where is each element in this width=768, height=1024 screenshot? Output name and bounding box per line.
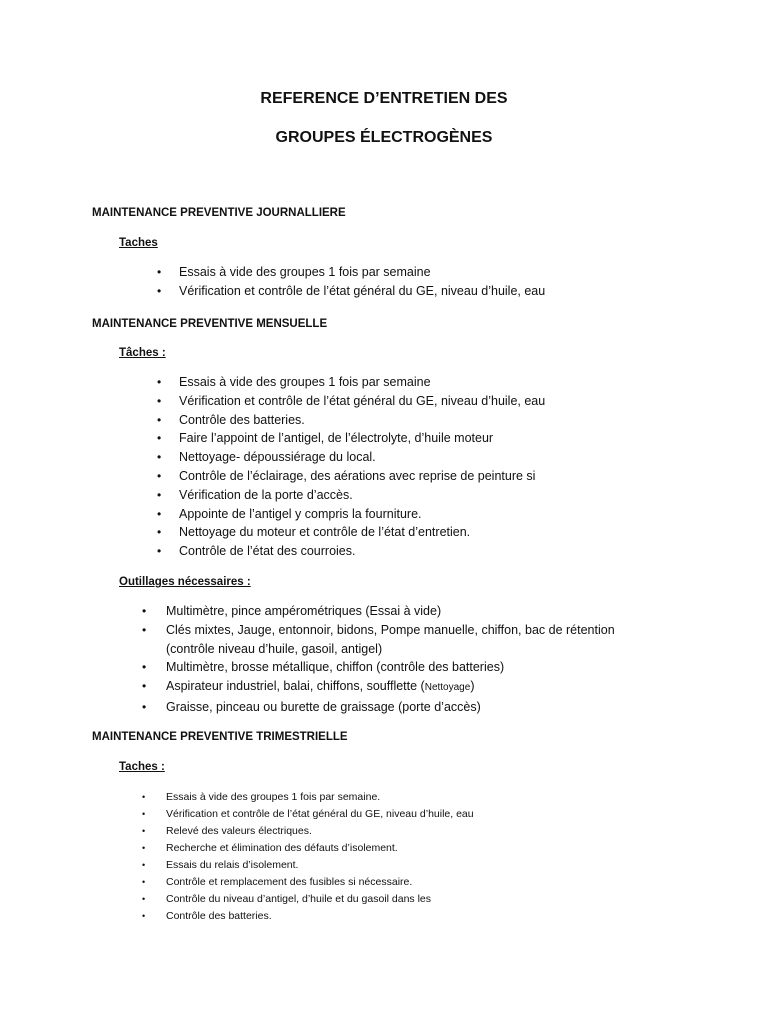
list-journaliere	[157, 263, 546, 301]
list-item: • Vérification et contrôle de l’état général du GE, niveau d’huile, eau	[166, 806, 474, 823]
subheading-taches-trimestrielle: Taches :	[119, 761, 165, 773]
document-title-line-1: REFERENCE D’ENTRETIEN DES	[260, 90, 508, 107]
list-item: • Aspirateur industriel, balai, chiffons, soufflette (Nettoyage)	[166, 677, 615, 698]
list-item: • Multimètre, pince ampérométriques (Essai à vide)	[166, 602, 615, 621]
bullet-icon: •	[157, 431, 162, 446]
bullet-icon: •	[157, 487, 162, 502]
list-item: • Recherche et élimination des défauts d’isolement.	[166, 840, 474, 857]
bullet-icon: •	[142, 911, 146, 921]
list-item: • Vérification de la porte d’accès.	[179, 486, 545, 505]
list-item: • Nettoyage- dépoussiérage du local.	[179, 448, 545, 467]
list-outillages	[142, 602, 615, 717]
bullet-icon: •	[142, 843, 146, 853]
bullet-icon: •	[142, 660, 147, 675]
bullet-icon: •	[142, 826, 146, 836]
section-heading-journaliere: MAINTENANCE PREVENTIVE JOURNALLIERE	[92, 207, 346, 219]
list-item: • Essais du relais d’isolement.	[166, 857, 474, 874]
list-item: • Multimètre, brosse métallique, chiffon (contrôle des batteries)	[166, 658, 615, 677]
bullet-icon: •	[142, 622, 147, 637]
section-heading-mensuelle: MAINTENANCE PREVENTIVE MENSUELLE	[92, 318, 328, 330]
list-item: • Clés mixtes, Jauge, entonnoir, bidons, Pompe manuelle, chiffon, bac de rétention	[166, 621, 615, 640]
list-item: • Contrôle des batteries.	[179, 411, 545, 430]
list-item: • Appointe de l’antigel y compris la fourniture.	[179, 505, 545, 524]
bullet-icon: •	[142, 894, 146, 904]
subheading-outillages: Outillages nécessaires :	[119, 576, 251, 588]
bullet-icon: •	[157, 265, 162, 279]
bullet-icon: •	[142, 809, 146, 819]
subheading-taches-mensuelle: Tâches :	[119, 347, 166, 359]
bullet-icon: •	[142, 604, 147, 618]
list-item: • Essais à vide des groupes 1 fois par semaine.	[166, 789, 474, 806]
list-item: • Relevé des valeurs électriques.	[166, 823, 474, 840]
bullet-icon: •	[142, 877, 146, 887]
bullet-icon: •	[142, 679, 147, 694]
list-mensuelle	[157, 373, 546, 561]
list-item: • Contrôle de l’état des courroies.	[179, 542, 545, 561]
section-heading-trimestrielle: MAINTENANCE PREVENTIVE TRIMESTRIELLE	[92, 731, 348, 743]
bullet-icon: •	[157, 375, 162, 389]
list-item: • Nettoyage du moteur et contrôle de l’état d’entretien.	[179, 523, 545, 542]
bullet-icon: •	[157, 412, 162, 427]
bullet-icon: •	[157, 544, 162, 559]
list-item: • Vérification et contrôle de l’état général du GE, niveau d’huile, eau	[179, 282, 545, 301]
bullet-icon: •	[157, 393, 162, 408]
list-item: • Contrôle du niveau d’antigel, d’huile et du gasoil dans les	[166, 891, 474, 908]
list-trimestrielle	[142, 789, 474, 925]
bullet-icon: •	[157, 525, 162, 540]
bullet-icon: •	[142, 860, 146, 870]
small-note: Nettoyage	[424, 682, 471, 694]
bullet-icon: •	[142, 792, 146, 802]
list-item-continuation: (contrôle niveau d’huile, gasoil, antigel)	[166, 641, 383, 656]
list-item: • Contrôle des batteries.	[166, 908, 474, 925]
bullet-icon: •	[142, 699, 147, 714]
list-item: • Vérification et contrôle de l’état général du GE, niveau d’huile, eau	[179, 392, 545, 411]
list-item: • Faire l’appoint de l’antigel, de l’électrolyte, d’huile moteur	[179, 429, 545, 448]
list-item: • Graisse, pinceau ou burette de graissage (porte d’accès)	[166, 698, 615, 717]
list-item: • Essais à vide des groupes 1 fois par semaine	[179, 263, 545, 282]
bullet-icon: •	[157, 468, 162, 483]
bullet-icon: •	[157, 283, 162, 298]
subheading-taches-journaliere: Taches	[119, 237, 158, 249]
document-title-line-2: GROUPES ÉLECTROGÈNES	[275, 129, 493, 146]
list-item: • Contrôle de l’éclairage, des aérations avec reprise de peinture si	[179, 467, 545, 486]
list-item: • Essais à vide des groupes 1 fois par semaine	[179, 373, 545, 392]
bullet-icon: •	[157, 506, 162, 521]
bullet-icon: •	[157, 450, 162, 465]
list-item: • Contrôle et remplacement des fusibles si nécessaire.	[166, 874, 474, 891]
